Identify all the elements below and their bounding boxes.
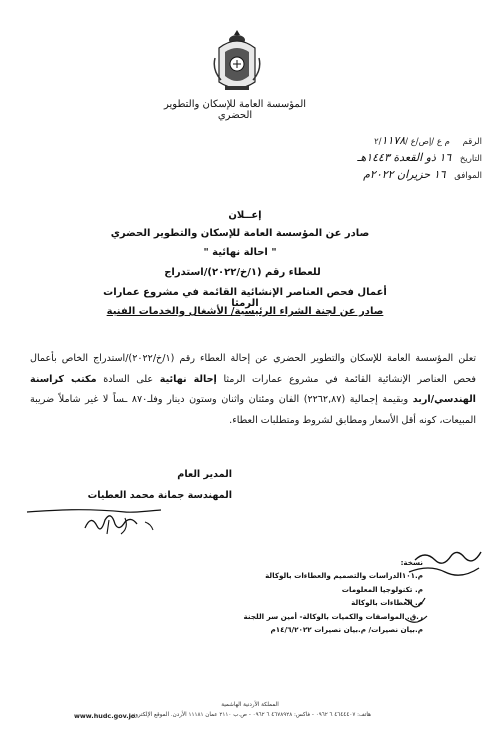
announcement-heading: إعــلان (228, 210, 262, 221)
copy-recipient: م. تكنولوجيا المعلومات (341, 584, 423, 594)
tender-subject: أعمال فحص العناصر الإنشائية القائمة في مشروع عمارات الرمثا (103, 287, 387, 309)
announcement-type: " احالة نهائية " (203, 247, 277, 258)
signatory-name: المهندسة جمانة محمد العطيات (87, 490, 232, 501)
reference-date-hijri: ١٦ ذو القعدة ١٤٤٣هـ (357, 151, 452, 164)
final-award-text: إحالة نهائية (159, 373, 217, 385)
footer-country: المملكة الأردنية الهاشمية (221, 702, 279, 708)
reference-corresponding-label: الموافق (454, 171, 482, 181)
signature-block (52, 469, 232, 501)
announcement-issuer: صادر عن المؤسسة العامة للإسكان والتطوير الحضري (110, 228, 370, 239)
website-link[interactable]: www.hudc.gov.jo (74, 712, 136, 720)
handwritten-signature (25, 498, 165, 538)
handwritten-initials (405, 540, 485, 670)
copies-list (175, 556, 423, 636)
footer-contact: هاتف: ٤٦٤٤٤٠٧ ٦ ٠٩٦٢ - فاكس: ٤٦٧٨٩٢٨ ٦ ٠٩٦٢ - ص.ب ٢١١٠ عمان ١١١٨١ الأردن. الموقع الإلكتروني (129, 712, 371, 718)
body-text-2: على السادة (96, 373, 160, 385)
organization-name: المؤسسة العامة للإسكان والتطوير الحضري (163, 99, 307, 121)
reference-date-row (357, 151, 482, 164)
copies-heading: نسخة: (400, 558, 423, 567)
reference-date-gregorian: ١٦ حزيران ٢٠٢٢م (363, 168, 446, 181)
reference-number-value: ١١٧٨ (381, 134, 406, 147)
reference-number-row (374, 134, 482, 147)
body-text-3: وبقيمة إجمالية (٢٢٦٢,٨٧) الفان ومئتان واثنان وستون دينار وفلـ٨٧٠ ـساً لا غير شاملاً ضريبة المبيعات، كونه أقل الأسعار ومطابق لشروط ومتطلبات العطاء. (30, 394, 476, 426)
purchasing-committee: صادر عن لجنة الشراء الرئيسية/ الأشغال والخدمات الفنية (106, 306, 384, 317)
tender-number: للعطاء رقم (١/خ/٢٠٢٢)/استدراج (164, 267, 321, 278)
copy-recipient: م. العطاءات بالوكالة (351, 598, 423, 608)
copy-recipient: م.١٠١الدراسات والتصميم والعطاءات بالوكالة (265, 571, 423, 581)
reference-date-label: التاريخ (459, 154, 482, 164)
body-text-1: تعلن المؤسسة العامة للإسكان والتطوير الحضري عن إحالة العطاء رقم (١/خ/٢٠٢٢)/استدراج الخاص بأعمال فحص العناصر الإنشائية القائمة في مشروع عمارات الرمثا (30, 353, 477, 385)
signatory-title: المدير العام (177, 469, 232, 480)
reference-gregorian-row (363, 168, 482, 181)
coat-of-arms-emblem (211, 28, 263, 96)
awarded-company: مكتب كراسنة الهندسي/اربد (30, 373, 476, 405)
copy-recipient: ر.ق. المواصفات والكميات بالوكالة- أمين سر اللجنة (243, 611, 423, 621)
announcement-body (30, 349, 476, 431)
reference-number-label: الرقم (462, 137, 482, 147)
copy-recipient: م.بيان نصيرات/ م.بيان نصيرات ١٤/٦/٢٠٢٢م (270, 625, 423, 635)
reference-number-prefix: م ع /إص/ع /٢/ (374, 137, 450, 147)
